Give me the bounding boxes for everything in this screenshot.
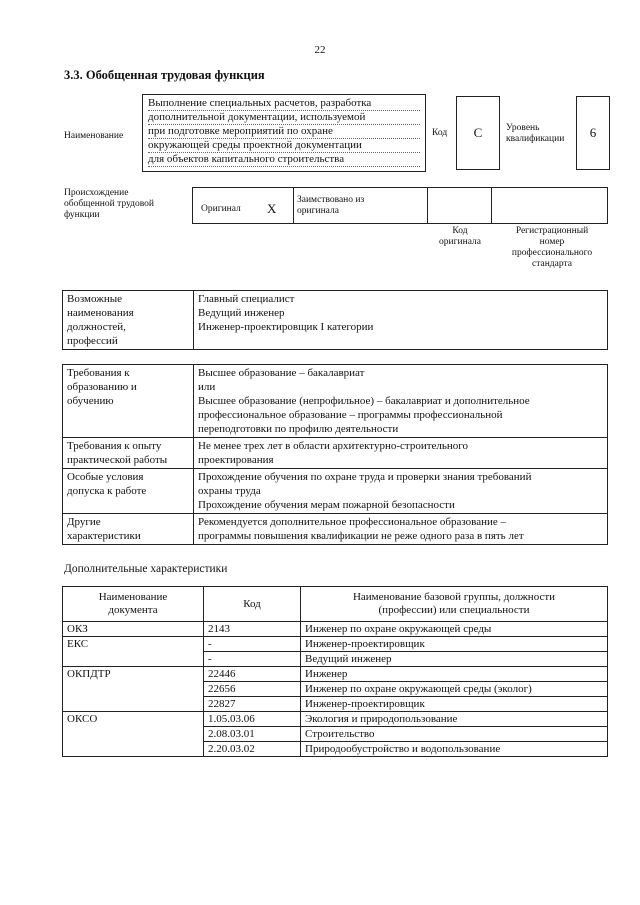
origin-label-line: обобщенной трудовой — [64, 199, 154, 209]
requirement-label-line: Другие — [67, 516, 101, 528]
extra-name: Природообустройство и водопользование — [301, 742, 608, 757]
reg-number-line: Регистрационный — [515, 226, 589, 236]
extra-name: Строительство — [301, 727, 608, 742]
requirement-line: Прохождение обучения мерам пожарной безопасности — [198, 499, 455, 511]
reg-number-line: стандарта — [532, 259, 572, 269]
borrowed-label-line: оригинала — [297, 206, 339, 216]
extra-doc — [63, 682, 204, 697]
section-title: 3.3. Обобщенная трудовая функция — [64, 68, 265, 82]
table-row — [63, 667, 608, 682]
extra-name: Инженер-проектировщик — [301, 697, 608, 712]
position-item: Инженер-проектировщик I категории — [198, 321, 374, 333]
name-line: окружающей среды проектной документации — [148, 139, 420, 153]
requirement-line: Рекомендуется дополнительное профессиональное образование – — [198, 516, 507, 528]
name-box — [142, 94, 426, 172]
requirement-label-line: характеристики — [67, 530, 141, 542]
requirement-row — [63, 469, 608, 514]
requirement-label-line: Особые условия — [67, 471, 144, 483]
original-cell — [193, 188, 294, 223]
level-box — [576, 96, 610, 170]
requirement-label — [63, 365, 194, 438]
positions-label-line: должностей, — [67, 321, 126, 333]
extra-code: 2.20.03.02 — [204, 742, 301, 757]
extra-name: Инженер по охране окружающей среды (эколог) — [301, 682, 608, 697]
position-item: Главный специалист — [198, 293, 295, 305]
extra-header-line: документа — [108, 604, 158, 616]
reg-number-line: профессионального — [511, 248, 593, 258]
level-label — [506, 123, 564, 145]
extra-header-line: (профессии) или специальности — [378, 604, 530, 616]
positions-values — [194, 291, 608, 350]
name-line: Выполнение специальных расчетов, разработка — [148, 97, 420, 111]
table-row — [63, 727, 608, 742]
table-row — [63, 697, 608, 712]
extra-name: Ведущий инженер — [301, 652, 608, 667]
extra-code: 2143 — [204, 622, 301, 637]
origin-box — [192, 187, 608, 224]
requirement-label — [63, 469, 194, 514]
code-box — [456, 96, 500, 170]
requirement-row — [63, 514, 608, 545]
origin-divider — [427, 188, 428, 223]
extra-header-code: Код — [204, 587, 301, 622]
table-row — [63, 712, 608, 727]
extra-name: Инженер-проектировщик — [301, 637, 608, 652]
requirement-line: Высшее образование (непрофильное) – бакалавриат и дополнительное — [198, 395, 530, 407]
extra-header-doc — [63, 587, 204, 622]
requirement-label-line: образованию и — [67, 381, 137, 393]
extra-name: Инженер — [301, 667, 608, 682]
page-number: 22 — [314, 44, 326, 56]
origin-label-line: функции — [64, 210, 100, 220]
extra-doc — [63, 742, 204, 757]
origin-label-line: Происхождение — [64, 188, 129, 198]
extra-doc: ОКСО — [63, 712, 204, 727]
position-item: Ведущий инженер — [198, 307, 285, 319]
level-label-line: Уровень — [506, 123, 540, 133]
borrowed-label — [297, 195, 364, 217]
requirement-line: проектирования — [198, 454, 274, 466]
code-label: Код — [432, 128, 448, 138]
positions-label-line: наименования — [67, 307, 134, 319]
code-original-line: Код — [452, 226, 468, 236]
extra-code: - — [204, 652, 301, 667]
requirement-label-line: допуска к работе — [67, 485, 147, 497]
requirement-label-line: Требования к опыту — [67, 440, 162, 452]
requirement-label — [63, 438, 194, 469]
requirement-line: или — [198, 381, 216, 393]
code-original-line: оригинала — [439, 237, 481, 247]
code-value: C — [473, 125, 483, 140]
positions-label-line: Возможные — [67, 293, 122, 305]
reg-number-label — [494, 226, 610, 270]
code-original-label — [428, 226, 492, 248]
requirement-label-line: обучению — [67, 395, 114, 407]
requirement-value — [194, 365, 608, 438]
borrowed-label-line: Заимствовано из — [297, 195, 365, 205]
requirement-line: переподготовки по профилю деятельности — [198, 423, 399, 435]
requirement-label-line: практической работы — [67, 454, 168, 466]
extra-doc: ЕКС — [63, 637, 204, 652]
original-label: Оригинал — [201, 204, 241, 214]
extra-header-row — [63, 587, 608, 622]
positions-label-line: профессий — [67, 335, 118, 347]
table-row — [63, 652, 608, 667]
name-label: Наименование — [64, 131, 124, 141]
requirement-value — [194, 438, 608, 469]
requirement-line: профессиональное образование – программы профессиональной — [198, 409, 503, 421]
name-line: для объектов капитального строительства — [148, 153, 420, 167]
name-line: при подготовке мероприятий по охране — [148, 125, 420, 139]
requirement-line: Прохождение обучения по охране труда и проверки знания требований — [198, 471, 532, 483]
requirement-line: Не менее трех лет в области архитектурно-строительного — [198, 440, 469, 452]
extra-code: 22446 — [204, 667, 301, 682]
extra-name: Инженер по охране окружающей среды — [301, 622, 608, 637]
extra-header-line: Наименование базовой группы, должности — [352, 591, 556, 603]
extra-table — [62, 586, 608, 757]
level-value: 6 — [589, 125, 597, 140]
extra-name: Экология и природопользование — [301, 712, 608, 727]
positions-table — [62, 290, 608, 350]
requirement-line: программы повышения квалификации не реже одного раза в пять лет — [198, 530, 524, 542]
extra-header-line: Наименование — [98, 591, 168, 603]
extra-doc — [63, 697, 204, 712]
extra-code: 22656 — [204, 682, 301, 697]
requirement-row — [63, 438, 608, 469]
table-row — [63, 622, 608, 637]
reg-number-line: номер — [539, 237, 565, 247]
extra-doc — [63, 727, 204, 742]
original-mark: X — [267, 201, 277, 216]
extra-code: 2.08.03.01 — [204, 727, 301, 742]
requirement-value — [194, 514, 608, 545]
requirement-line: охраны труда — [198, 485, 261, 497]
requirements-table — [62, 364, 608, 545]
extra-doc: ОКЗ — [63, 622, 204, 637]
requirement-label-line: Требования к — [67, 367, 130, 379]
positions-row — [63, 291, 608, 350]
extra-code: - — [204, 637, 301, 652]
extra-code: 22827 — [204, 697, 301, 712]
requirement-row — [63, 365, 608, 438]
requirement-label — [63, 514, 194, 545]
origin-divider — [491, 188, 492, 223]
table-row — [63, 742, 608, 757]
table-row — [63, 637, 608, 652]
extra-header-name — [301, 587, 608, 622]
extra-doc — [63, 652, 204, 667]
name-line: дополнительной документации, используемой — [148, 111, 420, 125]
table-row — [63, 682, 608, 697]
extra-code: 1.05.03.06 — [204, 712, 301, 727]
requirement-line: Высшее образование – бакалавриат — [198, 367, 365, 379]
positions-label — [63, 291, 194, 350]
extra-doc: ОКПДТР — [63, 667, 204, 682]
extra-title: Дополнительные характеристики — [64, 563, 228, 575]
requirement-value — [194, 469, 608, 514]
origin-label — [64, 188, 154, 221]
level-label-line: квалификации — [506, 134, 565, 144]
